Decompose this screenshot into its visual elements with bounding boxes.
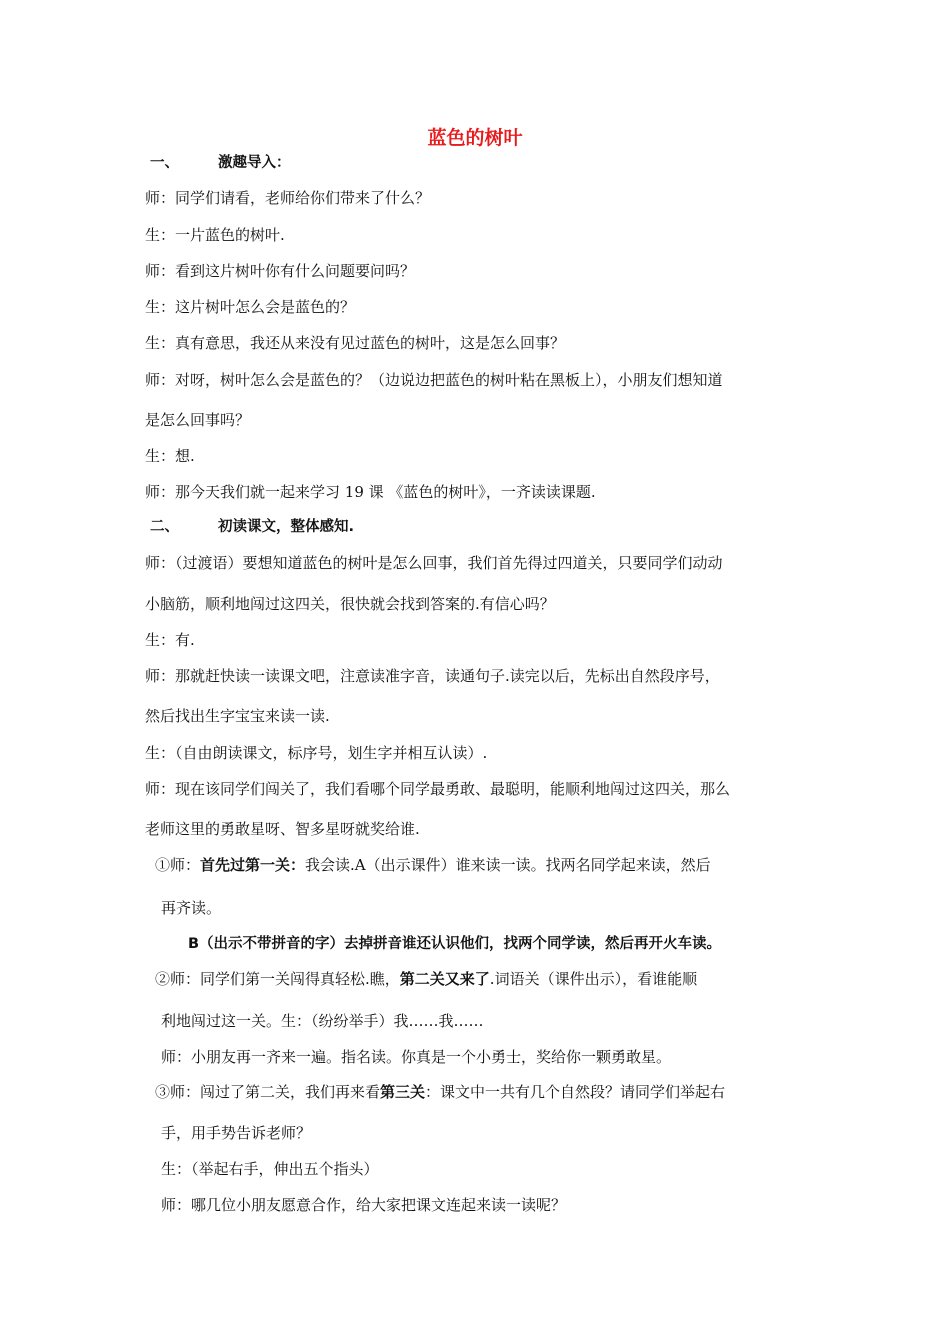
- dialogue-line: 师：现在该同学们闯关了，我们看哪个同学最勇敢、最聪明，能顺利地闯过这四关，那么: [145, 780, 731, 798]
- section-label: 初读课文，整体感知.: [218, 519, 355, 535]
- dialogue-line: 师：同学们请看，老师给你们带来了什么？: [145, 189, 431, 207]
- line-prefix: ①师：: [155, 856, 201, 874]
- dialogue-line: 师：那今天我们就一起来学习 19 课 《蓝色的树叶》，一齐读读课题.: [145, 483, 596, 501]
- dialogue-line: 生：想.: [145, 447, 195, 465]
- section-heading-1: [150, 153, 291, 173]
- dialogue-line: 师：（过渡语）要想知道蓝色的树叶是怎么回事，我们首先得过四道关，只要同学们动动: [145, 554, 723, 572]
- section-heading-2: [150, 517, 354, 537]
- dialogue-line: 小脑筋，顺利地闯过这四关，很快就会找到答案的.有信心吗？: [145, 595, 555, 613]
- document-title: 蓝色的树叶: [427, 127, 523, 149]
- bold-phrase: 首先过第一关：: [200, 856, 306, 874]
- dialogue-line: [155, 969, 697, 989]
- dialogue-line: 师：小朋友再一齐来一遍。指名读。你真是一个小勇士，奖给你一颗勇敢星。: [161, 1048, 672, 1066]
- bold-phrase: 第三关: [380, 1083, 426, 1101]
- dialogue-line: [155, 855, 711, 875]
- dialogue-line: 师：对呀，树叶怎么会是蓝色的？（边说边把蓝色的树叶粘在黑板上），小朋友们想知道: [145, 371, 723, 389]
- dialogue-line: 生：这片树叶怎么会是蓝色的？: [145, 298, 356, 316]
- dialogue-line: 生：真有意思，我还从来没有见过蓝色的树叶，这是怎么回事？: [145, 334, 566, 352]
- section-number: 一、: [150, 155, 179, 171]
- dialogue-line: 是怎么回事吗？: [145, 411, 251, 429]
- dialogue-line: 师：哪几位小朋友愿意合作，给大家把课文连起来读一读呢？: [161, 1196, 567, 1214]
- bold-phrase: 第二关又来了: [399, 970, 490, 988]
- line-text: .词语关（课件出示），看谁能顺: [489, 970, 698, 988]
- dialogue-line: 师：那就赶快读一读课文吧，注意读准字音，读通句子.读完以后，先标出自然段序号，: [145, 667, 720, 685]
- dialogue-line: 手，用手势告诉老师？: [161, 1124, 312, 1142]
- dialogue-line: 生：（举起右手，伸出五个指头）: [161, 1160, 379, 1178]
- line-text: ：课文中一共有几个自然段？请同学们举起右: [425, 1083, 726, 1101]
- dialogue-line: [155, 1082, 725, 1102]
- dialogue-line: 老师这里的勇敢星呀、智多星呀就奖给谁.: [145, 820, 420, 838]
- dialogue-line: 师：看到这片树叶你有什么问题要问吗？: [145, 262, 416, 280]
- dialogue-line: 然后找出生字宝宝来读一读.: [145, 707, 330, 725]
- dialogue-line: 生：一片蓝色的树叶.: [145, 226, 285, 244]
- line-text: 我会读.A（出示课件）谁来读一读。找两名同学起来读，然后: [305, 856, 711, 874]
- dialogue-line: 生：有.: [145, 631, 195, 649]
- dialogue-line: 利地闯过这一关。生：（纷纷举手）我……我……: [161, 1012, 484, 1030]
- bold-instruction-line: B（出示不带拼音的字）去掉拼音谁还认识他们，找两个同学读，然后再开火车读。: [188, 936, 722, 952]
- line-prefix: ②师：同学们第一关闯得真轻松.瞧，: [155, 970, 400, 988]
- section-number: 二、: [150, 519, 179, 535]
- dialogue-line: 再齐读。: [161, 899, 222, 917]
- line-prefix: ③师：闯过了第二关，我们再来看: [155, 1083, 381, 1101]
- dialogue-line: 生：（自由朗读课文，标序号，划生字并相互认读）.: [145, 744, 488, 762]
- section-label: 激趣导入：: [218, 155, 291, 171]
